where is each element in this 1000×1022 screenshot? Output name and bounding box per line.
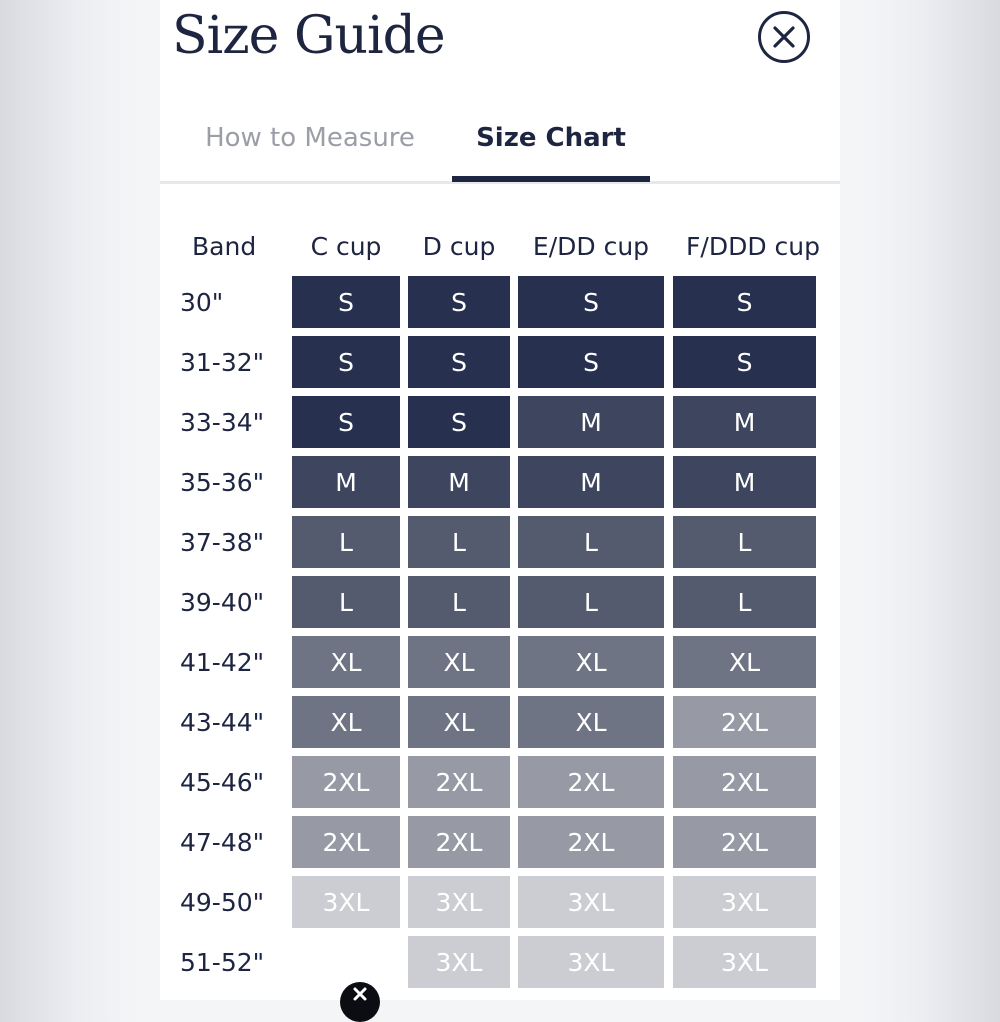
size-cell: 2XL [408,756,510,808]
size-cell: XL [408,696,510,748]
size-cell: M [673,396,816,448]
size-cell: S [408,396,510,448]
band-label: 39-40" [180,587,265,617]
size-cell: M [292,456,400,508]
column-header-d-cup: D cup [422,231,496,261]
size-cell: XL [292,696,400,748]
band-label: 43-44" [180,707,265,737]
size-cell: XL [292,636,400,688]
size-cell: 2XL [673,756,816,808]
band-label: 35-36" [180,467,265,497]
band-label: 49-50" [180,887,265,917]
size-cell: M [518,396,664,448]
size-cell: 2XL [408,816,510,868]
column-header-c-cup: C cup [310,231,382,261]
band-label: 33-34" [180,407,265,437]
band-label: 41-42" [180,647,265,677]
column-header-f-ddd-cup: F/DDD cup [686,231,820,261]
size-cell: 3XL [408,876,510,928]
band-label: 37-38" [180,527,265,557]
size-cell: 2XL [518,816,664,868]
size-cell: L [518,516,664,568]
dismiss-button[interactable] [340,982,380,1022]
band-label: 51-52" [180,947,265,977]
size-cell: M [408,456,510,508]
size-cell: S [408,276,510,328]
active-tab-indicator [452,176,650,182]
size-cell: L [408,576,510,628]
size-cell: XL [518,696,664,748]
size-cell: L [673,576,816,628]
size-cell: S [292,276,400,328]
size-cell: 2XL [292,756,400,808]
size-cell: L [518,576,664,628]
size-cell: XL [673,636,816,688]
size-cell: 3XL [673,936,816,988]
size-cell: 2XL [292,816,400,868]
size-cell: S [518,276,664,328]
band-label: 45-46" [180,767,265,797]
column-header-band: Band [192,231,257,261]
size-cell: 2XL [673,696,816,748]
size-cell: S [673,276,816,328]
size-cell: S [292,336,400,388]
size-cell: S [408,336,510,388]
band-label: 30" [180,287,224,317]
size-cell: XL [408,636,510,688]
size-cell: XL [518,636,664,688]
band-label: 31-32" [180,347,265,377]
size-cell: S [673,336,816,388]
size-cell: L [673,516,816,568]
size-guide-panel [160,0,840,1000]
tab-bar [160,95,840,184]
size-cell: 3XL [673,876,816,928]
tab-how-to-measure[interactable]: How to Measure [205,123,415,153]
size-cell: 3XL [292,876,400,928]
size-cell: 2XL [518,756,664,808]
size-cell: L [292,576,400,628]
size-cell: 2XL [673,816,816,868]
size-cell: L [292,516,400,568]
close-button[interactable] [758,11,810,63]
column-header-e-dd-cup: E/DD cup [532,231,650,261]
size-cell: S [292,396,400,448]
size-cell: 3XL [518,936,664,988]
page-title: Size Guide [172,6,445,66]
size-cell: 3XL [518,876,664,928]
close-icon [772,25,796,49]
tab-size-chart[interactable]: Size Chart [476,123,626,153]
size-cell: L [408,516,510,568]
band-label: 47-48" [180,827,265,857]
size-cell: M [673,456,816,508]
size-cell: M [518,456,664,508]
size-cell: 3XL [408,936,510,988]
size-cell: S [518,336,664,388]
